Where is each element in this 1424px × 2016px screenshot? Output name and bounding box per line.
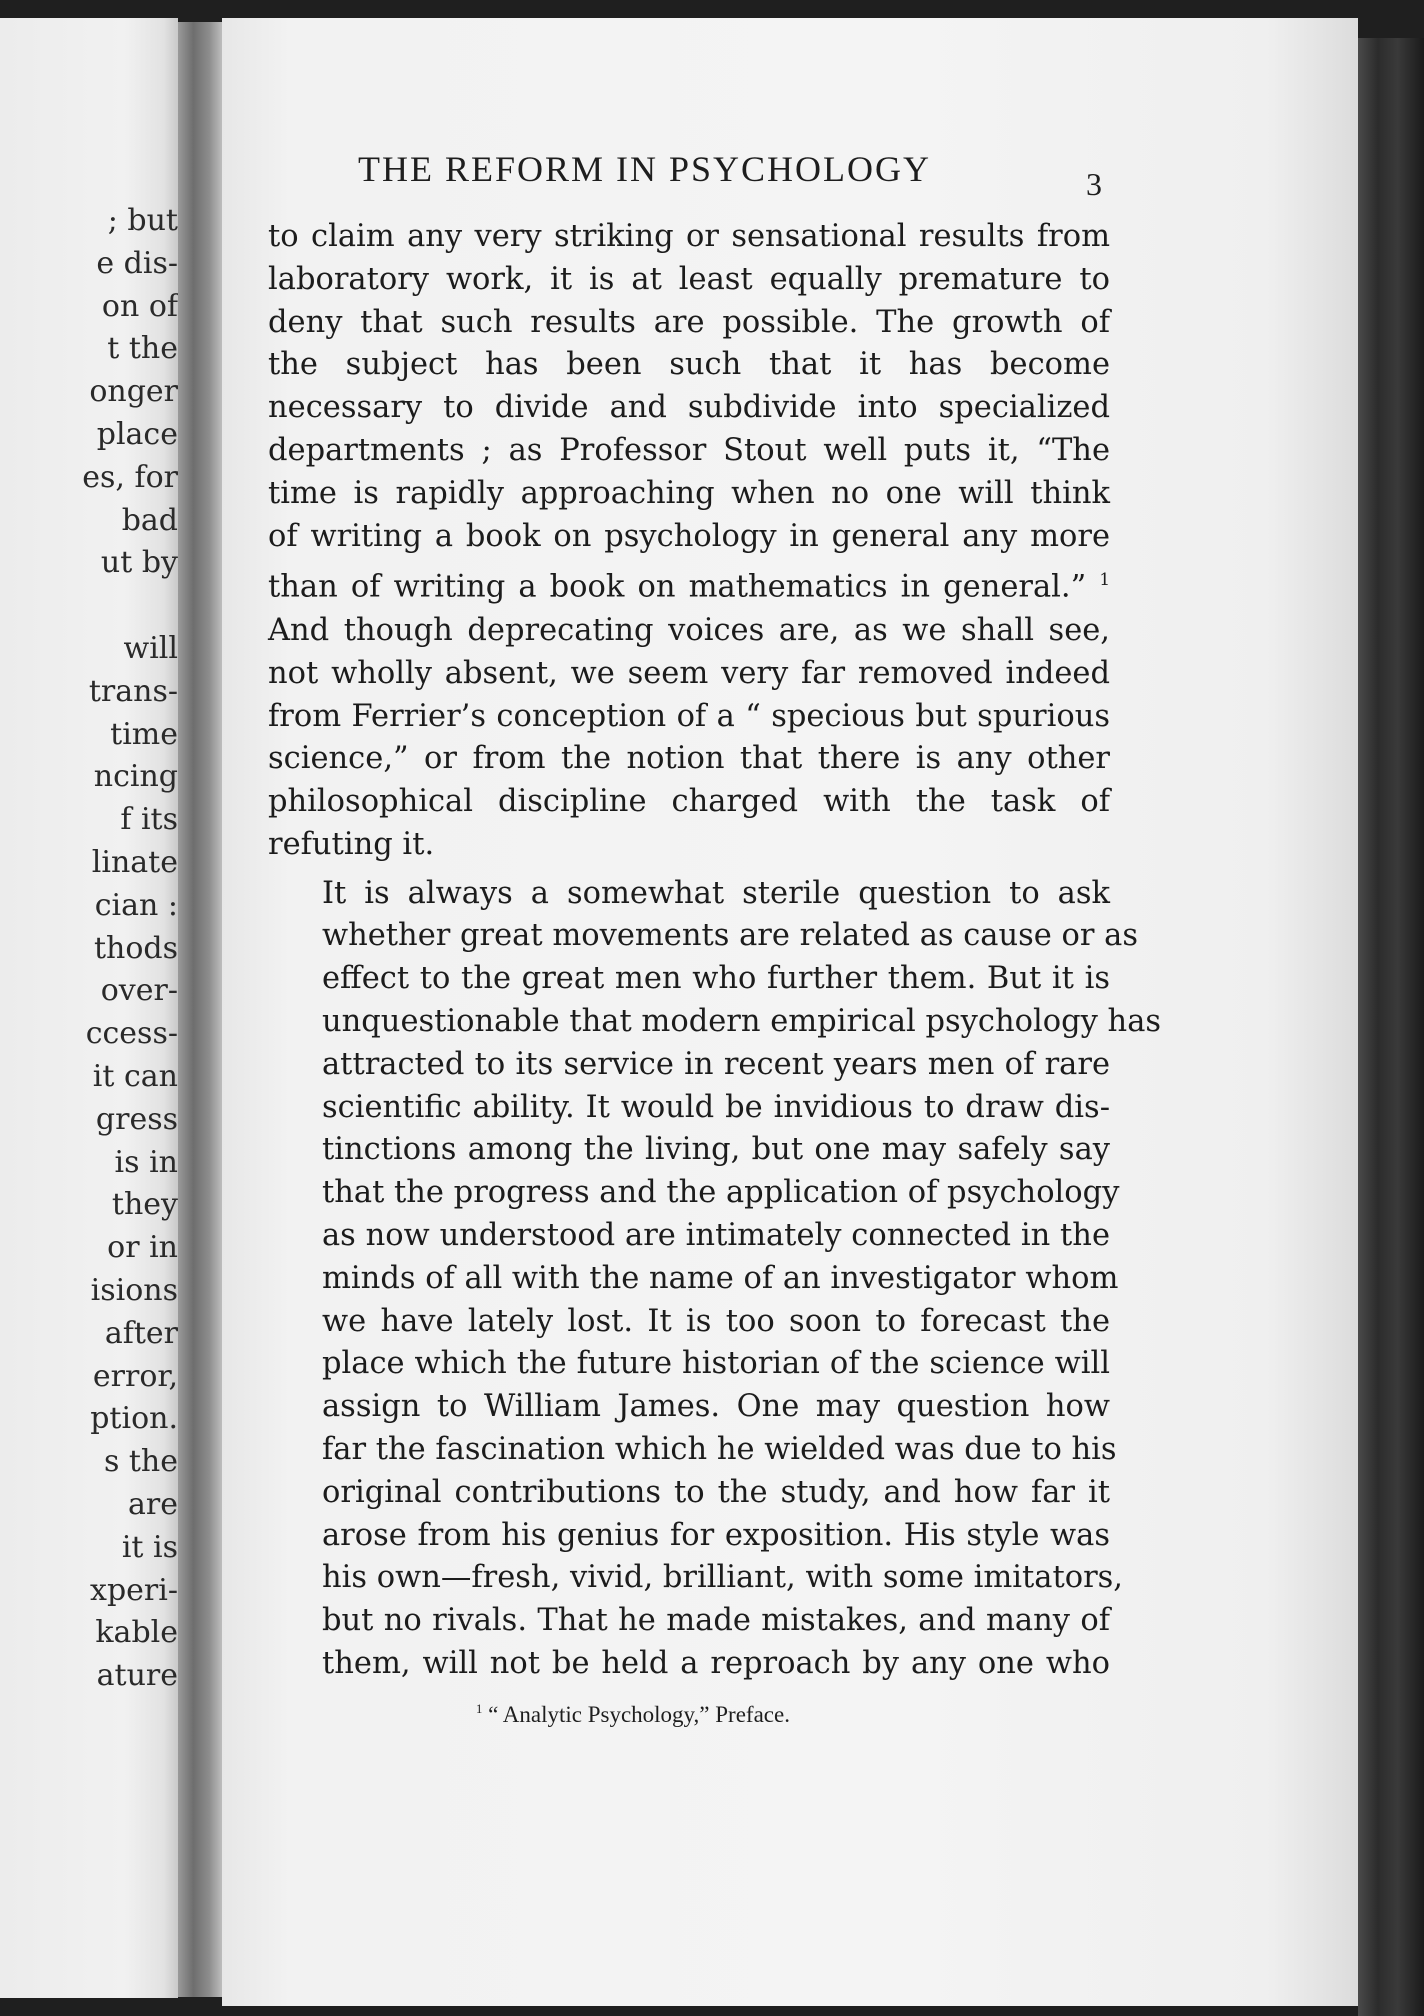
text-line-content: refuting it. <box>268 826 435 862</box>
text-line-content: unquestionable that modern empirical psychology has <box>322 1004 1162 1040</box>
facing-page-fragment: trans- <box>88 673 178 709</box>
facing-page-fragment: is in <box>114 1144 178 1180</box>
facing-page-fragment: linate <box>91 845 178 880</box>
text-line-content: the subject has been such that it has become <box>268 347 1110 383</box>
facing-page-fragment: error, <box>92 1358 178 1394</box>
text-line-content: attracted to its service in recent years men of rare <box>322 1046 1110 1082</box>
facing-page-fragment: or in <box>107 1230 178 1266</box>
text-line <box>268 1301 1110 1344</box>
text-line-content: whether great movements are related as cause or as <box>322 918 1139 954</box>
facing-page-fragment: xperi- <box>90 1572 178 1608</box>
text-line-content: It is always a somewhat sterile question to ask <box>322 875 1110 911</box>
text-line-content: as now understood are intimately connected in the <box>322 1218 1110 1254</box>
facing-page-fragment: after <box>104 1315 178 1351</box>
text-line <box>268 473 1110 516</box>
text-line-content: place which the future historian of the science will <box>322 1346 1110 1382</box>
text-line <box>268 738 1110 781</box>
text-line-content: we have lately lost. It is too soon to forecast the <box>322 1303 1110 1339</box>
book-edge <box>1358 38 1424 2016</box>
text-line-content: them, will not be held a reproach by any one who <box>322 1646 1110 1682</box>
facing-page-fragment: s the <box>103 1444 178 1480</box>
text-line <box>268 958 1110 1001</box>
text-line <box>268 1429 1117 1472</box>
text-line <box>268 1600 1110 1643</box>
text-line <box>268 1386 1110 1429</box>
text-line-content: tinctions among the living, but one may safely say <box>322 1132 1110 1168</box>
facing-page-fragment: are <box>128 1487 178 1522</box>
text-line-content: effect to the great men who further them. But it is <box>322 961 1110 997</box>
text-line-content: time is rapidly approaching when no one will think <box>268 475 1110 511</box>
text-line-content: to claim any very striking or sensational results from <box>268 219 1110 254</box>
text-line <box>268 302 1110 345</box>
page-number: 3 <box>1086 166 1102 202</box>
facing-page-fragment: ncing <box>93 759 178 795</box>
text-line-content: assign to William James. One may question how <box>322 1389 1110 1425</box>
text-line <box>268 259 1110 302</box>
facing-page-fragment: ; but <box>107 203 178 238</box>
text-line-content: departments ; as Professor Stout well puts it, “The <box>268 432 1110 468</box>
facing-page-fragment: bad <box>121 502 178 538</box>
text-line-content: arose from his genius for exposition. His style was <box>322 1517 1110 1553</box>
text-line <box>268 610 1110 653</box>
text-line-content: scientific ability. It would be invidious to draw dis- <box>322 1089 1110 1125</box>
text-line <box>268 387 1110 430</box>
text-line-content: science,” or from the notion that there is any other <box>268 741 1110 777</box>
body-text <box>268 216 1162 1686</box>
text-line <box>268 1472 1110 1515</box>
facing-page-fragment: time <box>110 716 178 752</box>
facing-page-fragment: f its <box>120 802 178 838</box>
facing-page-fragment: e dis- <box>96 245 178 281</box>
footnote-text: “ Analytic Psychology,” Preface. <box>488 1702 790 1727</box>
text-line-content: necessary to divide and subdivide into specialized <box>268 390 1110 426</box>
text-line-content: philosophical discipline charged with the task of <box>268 784 1110 820</box>
facing-page-fragment: kable <box>95 1615 178 1651</box>
facing-page-fragment: on of <box>101 288 178 324</box>
text-line <box>268 1129 1110 1172</box>
text-line <box>268 1557 1123 1600</box>
paragraph-1 <box>268 216 1110 867</box>
text-line <box>268 824 1110 867</box>
text-line <box>268 1343 1110 1386</box>
text-line-content: And though deprecating voices are, as we shall see, <box>268 612 1110 648</box>
text-line <box>268 558 1110 610</box>
footnote-marker: 1 <box>476 1702 483 1717</box>
text-line-content: than of writing a book on mathematics in general.” <box>268 570 1087 606</box>
text-line <box>268 1215 1110 1258</box>
text-line-content: deny that such results are possible. The growth of <box>268 304 1110 340</box>
facing-page-fragment: ption. <box>90 1401 178 1437</box>
text-line <box>268 781 1110 824</box>
text-line <box>268 216 1110 259</box>
text-line <box>268 1044 1110 1087</box>
facing-page-fragment: es, for <box>82 459 178 495</box>
text-line <box>268 915 1139 958</box>
facing-page-fragment: onger <box>89 374 178 410</box>
text-line-content: but no rivals. That he made mistakes, and many of <box>322 1603 1110 1639</box>
page-gutter <box>178 22 222 1997</box>
text-line-content: from Ferrier’s conception of a “ specious but spurious <box>268 698 1110 734</box>
facing-page-fragment: they <box>111 1187 178 1223</box>
facing-page-fragment: ccess- <box>85 1016 178 1052</box>
text-line <box>268 516 1110 559</box>
text-line <box>268 653 1110 696</box>
text-line <box>268 1172 1120 1215</box>
footnote <box>476 1702 790 1728</box>
text-line <box>268 873 1110 916</box>
text-line-content: minds of all with the name of an investigator whom <box>322 1260 1119 1296</box>
text-line <box>268 430 1110 473</box>
paragraph-2 <box>268 873 1162 1686</box>
facing-page-fragment: isions <box>90 1273 178 1308</box>
text-line-content: laboratory work, it is at least equally premature to <box>268 261 1110 297</box>
text-line-content: far the fascination which he wielded was due to his <box>322 1432 1117 1468</box>
facing-page-fragment: over- <box>100 973 178 1009</box>
facing-page-fragment: place <box>96 417 178 452</box>
footnote-reference: 1 <box>1099 569 1110 590</box>
running-title: THE REFORM IN PSYCHOLOGY <box>358 149 932 189</box>
facing-page-fragment: will <box>123 631 178 666</box>
text-line-content: original contributions to the study, and how far it <box>322 1474 1110 1510</box>
facing-page-fragment: ature <box>96 1658 178 1694</box>
facing-page-left <box>0 18 178 1998</box>
facing-page-fragment: ut by <box>100 545 178 581</box>
text-line <box>268 1087 1110 1130</box>
text-line-content: of writing a book on psychology in general any more <box>268 518 1110 554</box>
text-line-content: his own—fresh, vivid, brilliant, with some imitators, <box>322 1560 1123 1596</box>
facing-page-fragment: gress <box>95 1101 178 1137</box>
text-line <box>268 344 1110 387</box>
text-line <box>268 1515 1110 1558</box>
facing-page-fragment: it can <box>92 1059 178 1094</box>
facing-page-fragment: t the <box>107 331 178 367</box>
text-line <box>268 1643 1110 1686</box>
facing-page-fragment: cian : <box>94 887 178 923</box>
text-line <box>268 696 1110 739</box>
facing-page-fragment: it is <box>121 1529 178 1565</box>
text-line <box>268 1258 1119 1301</box>
facing-page-fragment: thods <box>93 930 178 966</box>
text-line <box>268 1001 1162 1044</box>
text-line-content: not wholly absent, we seem very far removed indeed <box>268 655 1110 691</box>
text-line-content: that the progress and the application of psychology <box>322 1175 1120 1211</box>
